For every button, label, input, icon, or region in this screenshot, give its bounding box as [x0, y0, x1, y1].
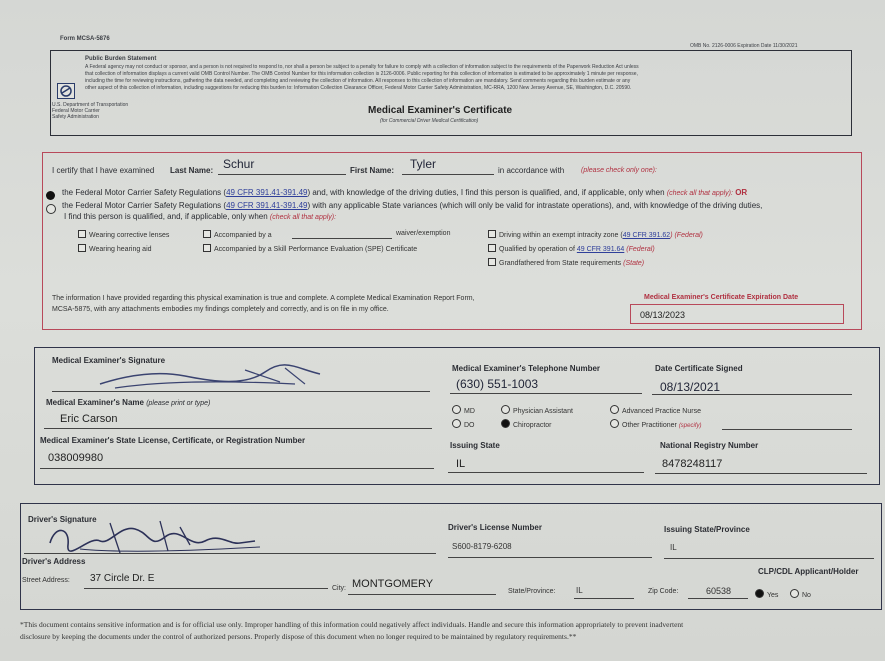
driver-signature-line [24, 553, 436, 554]
type-apn[interactable] [610, 405, 701, 415]
dot-logo-icon [57, 83, 75, 99]
type-chiropractor[interactable] [501, 419, 552, 429]
driver-state-value[interactable]: IL [670, 543, 677, 552]
checkbox-icon [488, 258, 496, 266]
radio-selected-icon [755, 589, 764, 598]
grandfathered-label: Grandfathered from State requirements [499, 260, 622, 267]
exempt-link[interactable]: 49 CFR 391.62 [622, 232, 671, 239]
radio-selected-icon [501, 419, 510, 428]
expiration-label: Medical Examiner's Certificate Expiration Date [644, 294, 799, 301]
radio-icon [452, 419, 461, 428]
examiner-name-label-text: Medical Examiner's Name [46, 398, 144, 407]
state-province-value[interactable]: IL [576, 586, 583, 595]
accordance-text: in accordance with [498, 166, 565, 175]
date-signed-value[interactable]: 08/13/2021 [660, 380, 721, 394]
certificate-title: Medical Examiner's Certificate [368, 105, 513, 116]
examiner-name-label [46, 398, 210, 407]
option-federal-link[interactable]: 49 CFR 391.41-391.49 [226, 188, 308, 197]
license-label: Medical Examiner's State License, Certificate, or Registration Number [40, 436, 306, 445]
expiration-value: 08/13/2023 [640, 310, 686, 320]
checkbox-icon [78, 244, 86, 252]
clp-label: CLP/CDL Applicant/Holder [758, 567, 859, 576]
checkbox-icon [203, 244, 211, 252]
burden-line-1: A Federal agency may not conduct or sponsor, and a person is not required to respond to, nor shall a person be subject to a penalty for failure to comply with a collection of information subject to the requirements of the Paperwork Reduction Act unless [85, 64, 639, 70]
examiner-name-underline [44, 428, 432, 429]
other-practitioner-blank[interactable] [722, 429, 852, 430]
burden-line-3: including the time for reviewing instructions, gathering the data needed, and completing and reviewing the collection of information. All responses to this collection of information are mandatory. Send comments regarding this burden estimate or any [85, 78, 631, 84]
or-label: OR [735, 188, 748, 197]
registry-label: National Registry Number [660, 441, 759, 450]
accordance-note: (please check only one): [581, 167, 657, 174]
driver-license-value[interactable]: S600-8179-6208 [452, 542, 512, 551]
exempt-pre: Driving within an exempt intracity zone ( [499, 232, 623, 239]
footer-line-1: *This document contains sensitive information and is for official use only. Improper handling of this information could negatively affect individuals. Handle and secure this information appropriately to prevent inadvertent [20, 620, 684, 629]
burden-title: Public Burden Statement [85, 56, 157, 62]
state-province-label: State/Province: [508, 588, 556, 595]
driver-address-label: Driver's Address [22, 557, 86, 566]
type-other-label: Other Practitioner [622, 422, 677, 429]
registry-value[interactable]: 8478248117 [662, 458, 723, 470]
burden-line-2: that collection of information displays a current valid OMB Control Number. The OMB Control Number for this information collection is 2126-0006. Public reporting for this collection of information is estimated to be approximately 1 minute per response, [85, 71, 638, 77]
check-lenses[interactable] [78, 230, 169, 239]
type-pa[interactable] [501, 405, 573, 415]
city-label: City: [332, 585, 346, 592]
check-exempt-zone[interactable] [488, 230, 703, 239]
type-do-label: DO [464, 422, 475, 429]
first-name-label: First Name: [350, 166, 395, 175]
type-apn-label: Advanced Practice Nurse [622, 408, 701, 415]
examiner-name-value[interactable]: Eric Carson [60, 413, 118, 425]
phone-label: Medical Examiner's Telephone Number [452, 364, 601, 373]
driver-license-underline [448, 557, 652, 558]
waiver-label: waiver/exemption [396, 230, 451, 237]
certify-intro: I certify that I have examined [52, 166, 155, 175]
statement-line-1: The information I have provided regarding this physical examination is true and complete. A complete Medical Examination Report Form, [52, 295, 475, 302]
clp-yes-label: Yes [767, 592, 779, 599]
check-hearing[interactable] [78, 244, 152, 253]
driver-license-label: Driver's License Number [448, 523, 542, 532]
street-label: Street Address: [22, 577, 70, 584]
street-value[interactable]: 37 Circle Dr. E [90, 573, 155, 584]
checkbox-icon [78, 230, 86, 238]
check-accompanied[interactable] [203, 230, 272, 239]
type-chiropractor-label: Chiropractor [513, 422, 552, 429]
driver-state-underline [664, 558, 874, 559]
checkbox-icon [488, 230, 496, 238]
check-qualified[interactable] [488, 244, 655, 253]
check-spe-label: Accompanied by a Skill Performance Evaluation (SPE) Certificate [214, 246, 418, 253]
check-lenses-label: Wearing corrective lenses [89, 232, 170, 239]
type-other[interactable] [610, 419, 701, 429]
radio-icon [790, 589, 799, 598]
burden-line-4: other aspect of this collection of information, including suggestions for reducing this burden to: Information Collection Clearance Officer, Federal Motor Carrier Safety Administration, MC-RRA, 1200 New Jersey Avenue, SE, Washington, D.C. 20590. [85, 85, 632, 91]
grandfathered-note: (State) [623, 260, 645, 267]
agency-line-1: U.S. Department of Transportation [52, 102, 129, 108]
license-value[interactable]: 038009980 [48, 452, 104, 464]
option-federal-text [62, 188, 747, 197]
check-hearing-label: Wearing hearing aid [89, 246, 152, 253]
issuing-state-value[interactable]: IL [456, 458, 466, 470]
option-federal-post: ) and, with knowledge of the driving duties, I find this person is qualified, and, if applicable, only when [307, 188, 665, 197]
qualified-post: (Federal) [626, 246, 655, 253]
radio-icon [501, 405, 510, 414]
examiner-signature[interactable] [95, 362, 325, 392]
check-grandfathered[interactable] [488, 258, 644, 267]
first-name-underline [402, 174, 494, 175]
street-underline [84, 588, 328, 589]
radio-icon [610, 405, 619, 414]
zip-underline [688, 598, 748, 599]
omb-number: OMB No. 2126-0006 Expiration Date 11/30/2021 [690, 43, 798, 49]
exempt-post: ) (Federal) [670, 232, 703, 239]
clp-yes[interactable] [755, 589, 778, 599]
first-name-value[interactable]: Tyler [410, 157, 437, 171]
type-other-note: (specify) [678, 423, 702, 429]
zip-label: Zip Code: [648, 588, 679, 595]
phone-underline [450, 393, 642, 394]
check-accompanied-label: Accompanied by a [214, 232, 272, 239]
agency-line-2: Federal Motor Carrier [52, 108, 100, 114]
statement-line-2: MCSA-5875, with any attachments embodies my findings completely and correctly, and is on file in my office. [52, 306, 389, 313]
license-underline [40, 468, 434, 469]
clp-no[interactable] [790, 589, 811, 599]
certificate-subtitle: (for Commercial Driver Medical Certification) [380, 118, 479, 124]
driver-state-label: Issuing State/Province [664, 525, 750, 534]
last-name-value[interactable]: Schur [223, 157, 255, 171]
radio-icon [452, 405, 461, 414]
check-spe[interactable] [203, 244, 417, 253]
issuing-state-underline [448, 472, 644, 473]
examiner-signature-label: Medical Examiner's Signature [52, 356, 166, 365]
type-md-label: MD [464, 408, 475, 415]
type-pa-label: Physician Assistant [513, 408, 573, 415]
option-state-pre: the Federal Motor Carrier Safety Regulations ( [62, 201, 227, 210]
checkbox-icon [203, 230, 211, 238]
date-signed-label: Date Certificate Signed [655, 364, 743, 373]
qualified-pre: Qualified by operation of [499, 246, 575, 253]
option-federal-note: (check all that apply): [666, 190, 733, 197]
option-state-note: (check all that apply): [269, 214, 337, 221]
city-value[interactable]: MONTGOMERY [352, 578, 434, 590]
radio-icon [610, 419, 619, 428]
footer-line-2: disclosure by keeping the documents under the control of authorized persons. Properly dispose of this document when no longer required to be maintained by regulatory requirements.** [20, 632, 577, 641]
option-state-line2 [64, 212, 336, 221]
agency-line-3: Safety Administration [52, 114, 99, 120]
driver-signature-label: Driver's Signature [28, 515, 97, 524]
date-signed-underline [652, 394, 852, 395]
state-province-underline [574, 598, 634, 599]
option-federal-pre: the Federal Motor Carrier Safety Regulations ( [62, 188, 227, 197]
checkbox-icon [488, 244, 496, 252]
option-state-text [62, 201, 762, 210]
option-state-radio[interactable] [46, 200, 59, 218]
waiver-blank[interactable] [292, 238, 392, 239]
option-state-line2-text: I find this person is qualified, and, if applicable, only when [64, 212, 268, 221]
type-md[interactable] [452, 405, 475, 415]
form-number: Form MCSA-5876 [60, 36, 110, 42]
examiner-name-note: (please print or type) [146, 400, 211, 407]
city-underline [348, 594, 496, 595]
last-name-label: Last Name: [170, 166, 214, 175]
last-name-underline [218, 174, 346, 175]
option-state-link[interactable]: 49 CFR 391.41-391.49 [226, 201, 308, 210]
phone-value[interactable]: (630) 551-1003 [456, 377, 539, 391]
examiner-signature-line [52, 391, 430, 392]
registry-underline [655, 473, 867, 474]
issuing-state-label: Issuing State [450, 441, 500, 450]
zip-value[interactable]: 60538 [706, 586, 732, 596]
option-state-post: ) with any applicable State variances (which will only be valid for intrastate operations), and, with knowledge of the driving duties, [307, 201, 763, 210]
type-do[interactable] [452, 419, 475, 429]
qualified-link[interactable]: 49 CFR 391.64 [576, 246, 625, 253]
clp-no-label: No [802, 592, 811, 599]
